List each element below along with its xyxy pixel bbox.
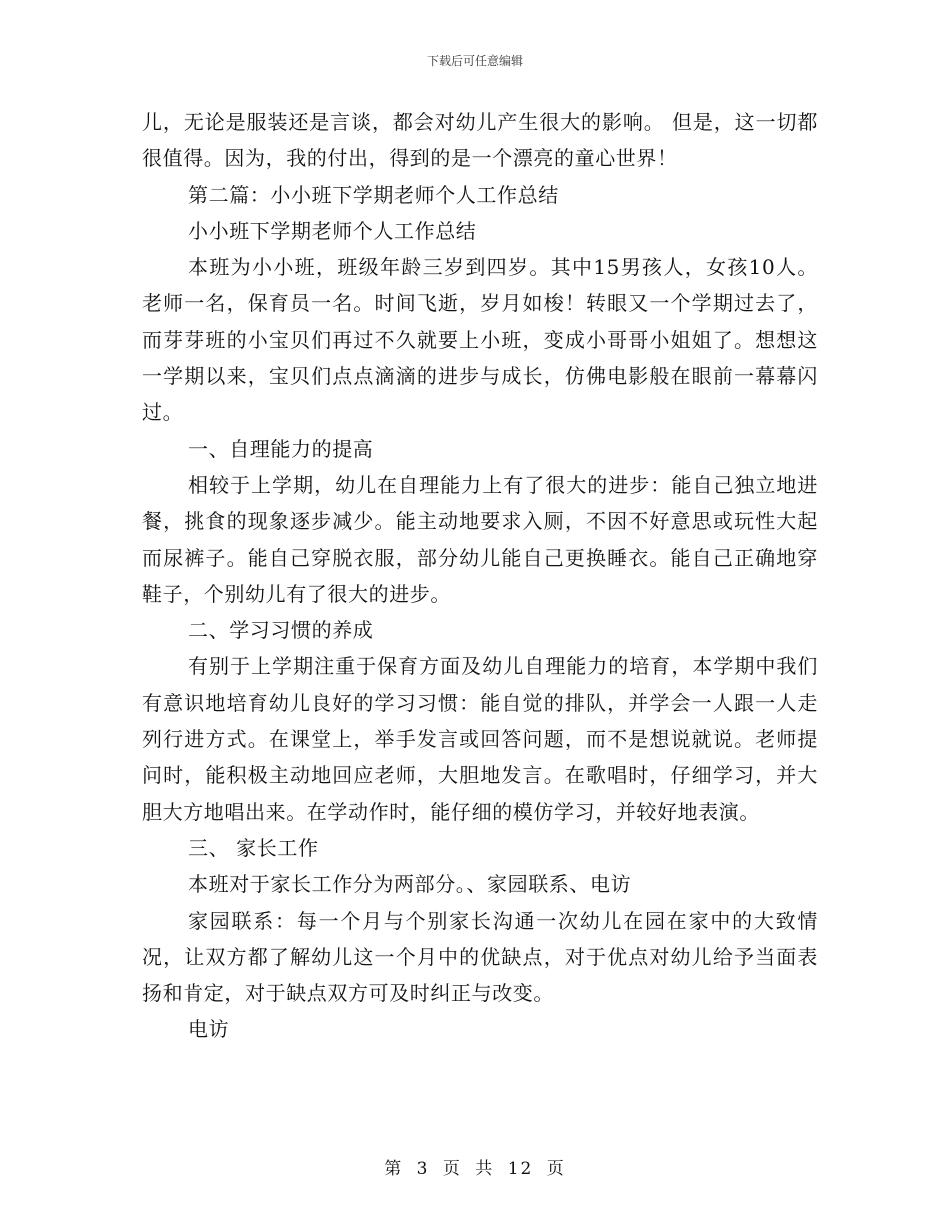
paragraph-6: 有别于上学期注重于保育方面及幼儿自理能力的培育，本学期中我们有意识地培育幼儿良好的学习习惯：能自觉的排队，并学会一人跟一人走列行进方式。在课堂上，举手发言或回答问题，而不是想说就说。老师提问时，能积极主动地回应老师，大胆地发言。在歌唱时，仔细学习，并大胆大方地唱出来。在学动作时，能仔细的模仿学习，并较好地表演。	[142, 654, 818, 824]
page-number-footer: 第 3 页 共 12 页	[384, 1159, 566, 1179]
section-heading-3: 三、 家长工作	[188, 835, 319, 860]
paragraph-8: 家园联系：每一个月与个别家长沟通一次幼儿在园在家中的大致情况，让双方都了解幼儿这一个月中的优缺点，对于优点对幼儿给予当面表扬和肯定，对于缺点双方可及时纠正与改变。	[142, 908, 818, 1006]
paragraph-9: 电访	[188, 1017, 230, 1042]
paragraph-3: 小小班下学期老师个人工作总结	[188, 218, 477, 243]
page-header-note: 下载后可任意编辑	[426, 54, 523, 68]
paragraph-2: 第二篇：小小班下学期老师个人工作总结	[188, 182, 559, 207]
document-body	[142, 104, 818, 1048]
section-heading-1: 一、自理能力的提高	[188, 436, 374, 461]
section-heading-2: 二、学习习惯的养成	[188, 618, 374, 643]
paragraph-4: 本班为小小班，班级年龄三岁到四岁。其中15男孩人，女孩10人。老师一名，保育员一名。时间飞逝，岁月如梭！转眼又一个学期过去了，而芽芽班的小宝贝们再过不久就要上小班，变成小哥哥小姐姐了。想想这一学期以来，宝贝们点点滴滴的进步与成长，仿佛电影般在眼前一幕幕闪过。	[142, 255, 818, 425]
paragraph-1: 儿，无论是服装还是言谈，都会对幼儿产生很大的影响。 但是，这一切都很值得。因为，我的付出，得到的是一个漂亮的童心世界！	[142, 110, 818, 171]
paragraph-7: 本班对于家长工作分为两部分。、家园联系、电访	[188, 872, 632, 897]
paragraph-5: 相较于上学期，幼儿在自理能力上有了很大的进步：能自己独立地进餐，挑食的现象逐步减少。能主动地要求入厕，不因不好意思或玩性大起而尿裤子。能自己穿脱衣服，部分幼儿能自己更换睡衣。能自己正确地穿鞋子，个别幼儿有了很大的进步。	[142, 472, 818, 606]
